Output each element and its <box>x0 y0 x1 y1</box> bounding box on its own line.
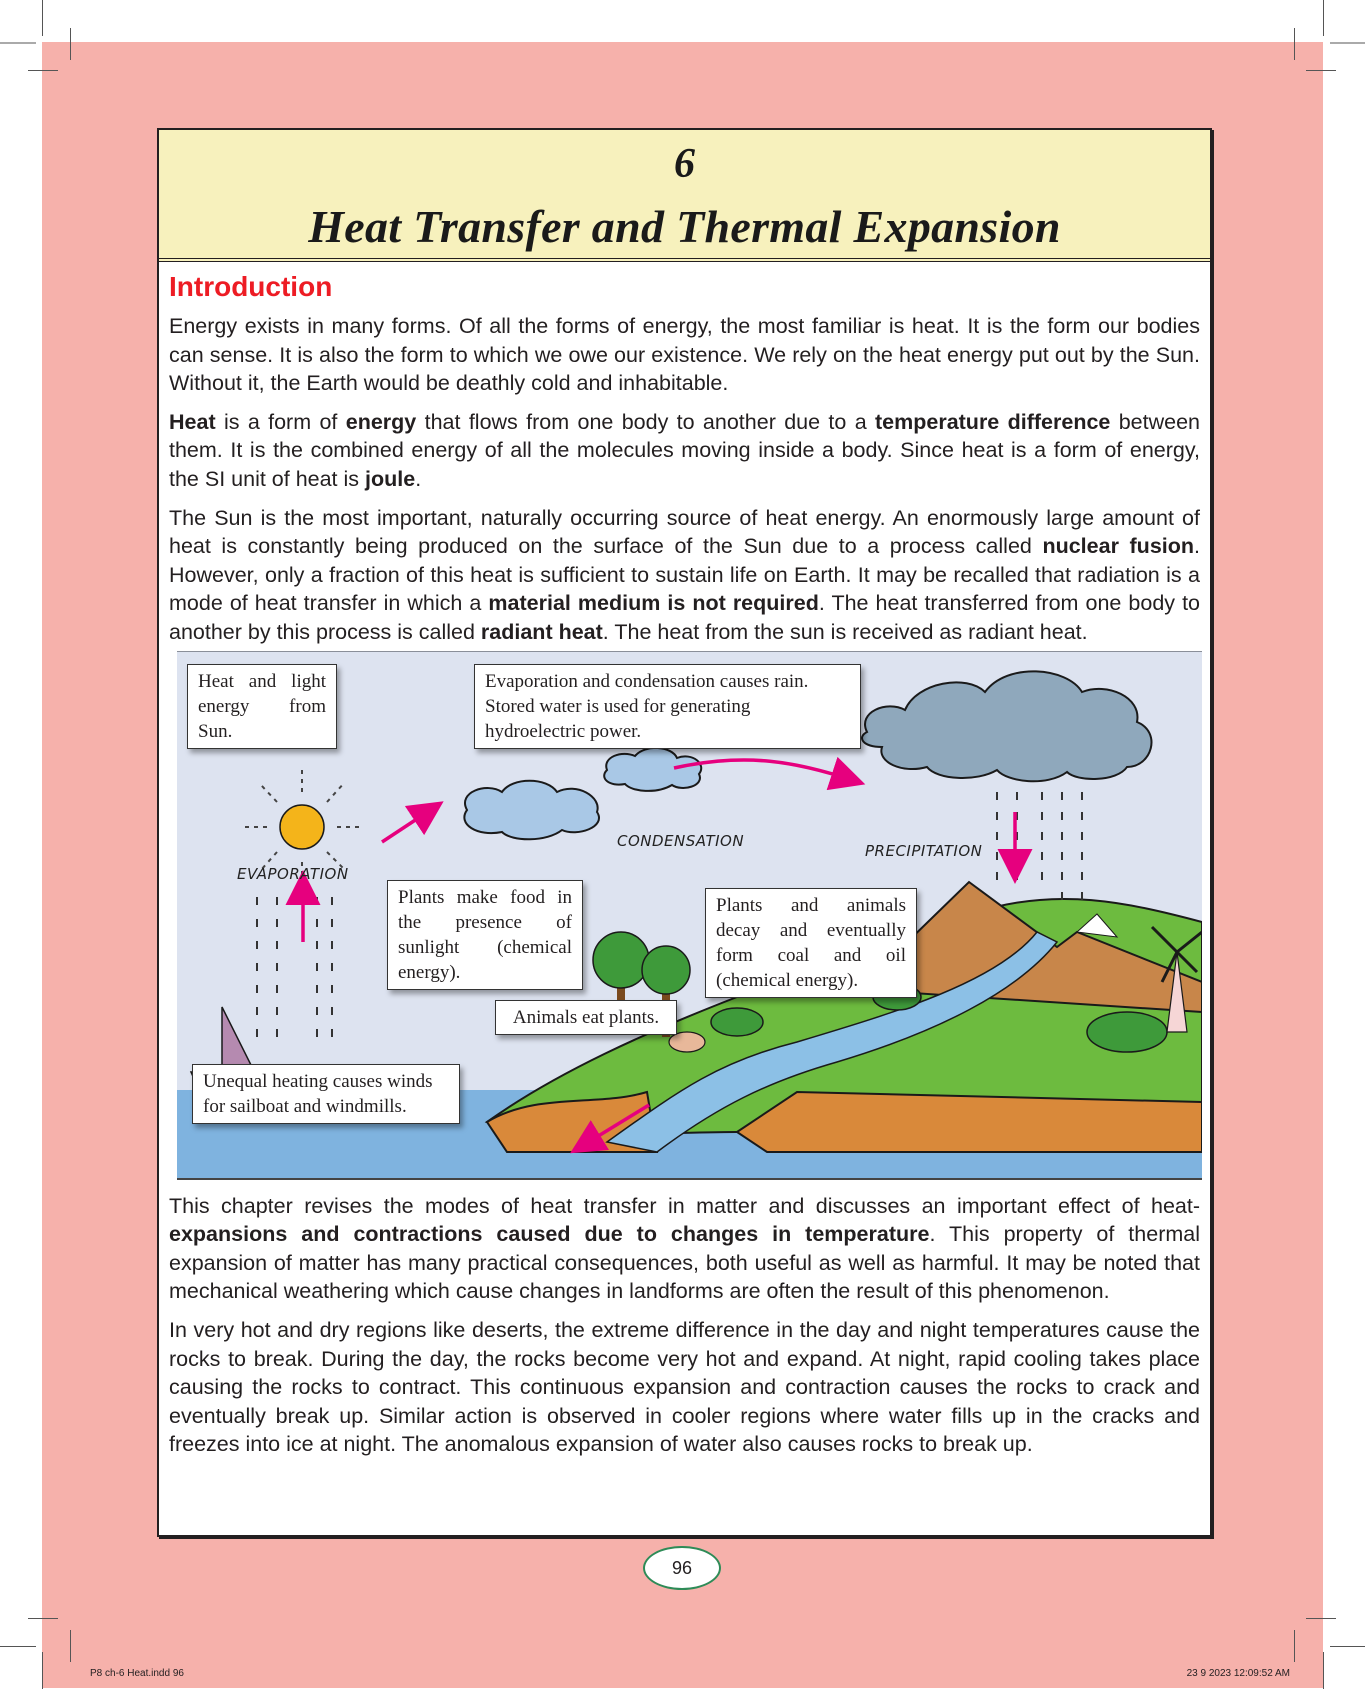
chapter-title-box <box>159 130 1210 262</box>
text-run: The Sun is the most important, naturally occurring source of heat energy. An enormously large amount of heat is constantly being produced on the surface of the Sun due to a process called <box>169 505 1200 559</box>
crop-mark <box>42 0 43 36</box>
slug-timestamp: 23 9 2023 12:09:52 AM <box>1186 1668 1290 1679</box>
crop-mark <box>0 1646 36 1647</box>
text-run: . However, only a fraction of this heat is sufficient to sustain life on Earth. It may be recalled that radiation is a mode of heat transfer in which a <box>169 534 1200 616</box>
crop-mark <box>42 1652 43 1689</box>
callout-plants-food: Plants make food in the presence of sunlight (chemical energy). <box>387 880 583 990</box>
callout-animals-eat: Animals eat plants. <box>495 1000 677 1035</box>
paragraph-energy-forms: Energy exists in many forms. Of all the forms of energy, the most familiar is heat. It is the form our bodies can sense. It is also the form to which we owe our existence. We rely on the heat energy put out by the Sun. Without it, the Earth would be deathly cold and inhabitable. <box>169 314 1200 396</box>
paragraph-heat-definition <box>169 408 1200 494</box>
term-joule: joule <box>365 466 416 491</box>
crop-mark <box>1323 1652 1324 1689</box>
text-run: . The heat from the sun is received as radiant heat. <box>602 619 1088 644</box>
term-nuclear-fusion: nuclear fusion <box>1042 534 1195 559</box>
crop-mark <box>1330 1646 1365 1647</box>
term-heat: Heat <box>169 409 216 434</box>
crop-mark <box>28 70 58 71</box>
term-expansions-contractions: expansions and contractions caused due to changes in temperature <box>169 1222 930 1247</box>
crop-mark <box>70 28 71 60</box>
crop-mark <box>70 1630 71 1662</box>
term-material-medium: material medium is not required <box>488 591 819 616</box>
callout-unequal-heating: Unequal heating causes winds for sailboat and windmills. <box>192 1064 460 1124</box>
crop-mark <box>1294 1630 1295 1662</box>
label-evaporation: EVAPORATION <box>237 864 349 883</box>
chapter-frame <box>157 128 1212 1537</box>
crop-mark <box>28 1618 58 1619</box>
callout-sun-energy: Heat and light energy from Sun. <box>187 664 337 749</box>
crop-mark <box>1306 70 1336 71</box>
term-radiant-heat: radiant heat <box>480 619 603 644</box>
crop-mark <box>1330 42 1365 44</box>
paragraph-chapter-overview <box>169 1192 1200 1306</box>
text-run: . This property of thermal expansion of matter has many practical consequences, both useful as well as harmful. It may be noted that mechanical weathering which cause changes in landforms are often the result of this phenomenon. <box>169 1222 1200 1304</box>
text-run: . The heat transferred from one body to another by this process is called <box>169 591 1200 644</box>
crop-mark <box>0 42 36 44</box>
section-heading-introduction: Introduction <box>169 271 333 302</box>
crop-mark <box>1306 1618 1336 1619</box>
text-run: This chapter revises the modes of heat transfer in matter and discusses an important effect of heat- <box>169 1193 1200 1218</box>
text-run: is a form of <box>215 409 346 434</box>
chapter-content <box>169 270 1200 1469</box>
term-temperature-difference: temperature difference <box>875 409 1111 434</box>
paragraph-desert-rocks: In very hot and dry regions like deserts, the extreme difference in the day and night temperatures cause the rocks to break. During the day, the rocks become very hot and expand. At night, rapid cooling takes place causing the rocks to contract. This continuous expansion and contraction causes the rocks to crack and eventually break up. Similar action is observed in cooler regions where water fills up in the cracks and freezes into ice at night. The anomalous expansion of water also causes rocks to break up. <box>169 1317 1200 1457</box>
callout-decay-coal-oil: Plants and animals decay and eventually form coal and oil (chemical energy). <box>705 888 917 998</box>
energy-cycle-diagram <box>177 651 1202 1180</box>
crop-mark <box>1323 0 1324 36</box>
text-run: that flows from one body to another due to a <box>416 409 875 434</box>
page-number: 96 <box>643 1546 721 1590</box>
text-run: . <box>415 466 422 491</box>
chapter-number: 6 <box>674 141 695 187</box>
slug-file-info: P8 ch-6 Heat.indd 96 <box>90 1668 184 1679</box>
text-run: between them. It is the combined energy of all the molecules moving inside a body. Since heat is a form of energy, the SI unit of heat is <box>169 409 1201 491</box>
callout-rain-hydroelectric: Evaporation and condensation causes rain. Stored water is used for generating hydroelectric power. <box>474 664 861 749</box>
label-precipitation: PRECIPITATION <box>865 841 983 860</box>
term-energy: energy <box>345 409 417 434</box>
label-condensation: CONDENSATION <box>617 831 745 850</box>
crop-mark <box>1294 28 1295 60</box>
paragraph-sun-source <box>169 504 1200 647</box>
chapter-title: Heat Transfer and Thermal Expansion <box>308 201 1061 252</box>
